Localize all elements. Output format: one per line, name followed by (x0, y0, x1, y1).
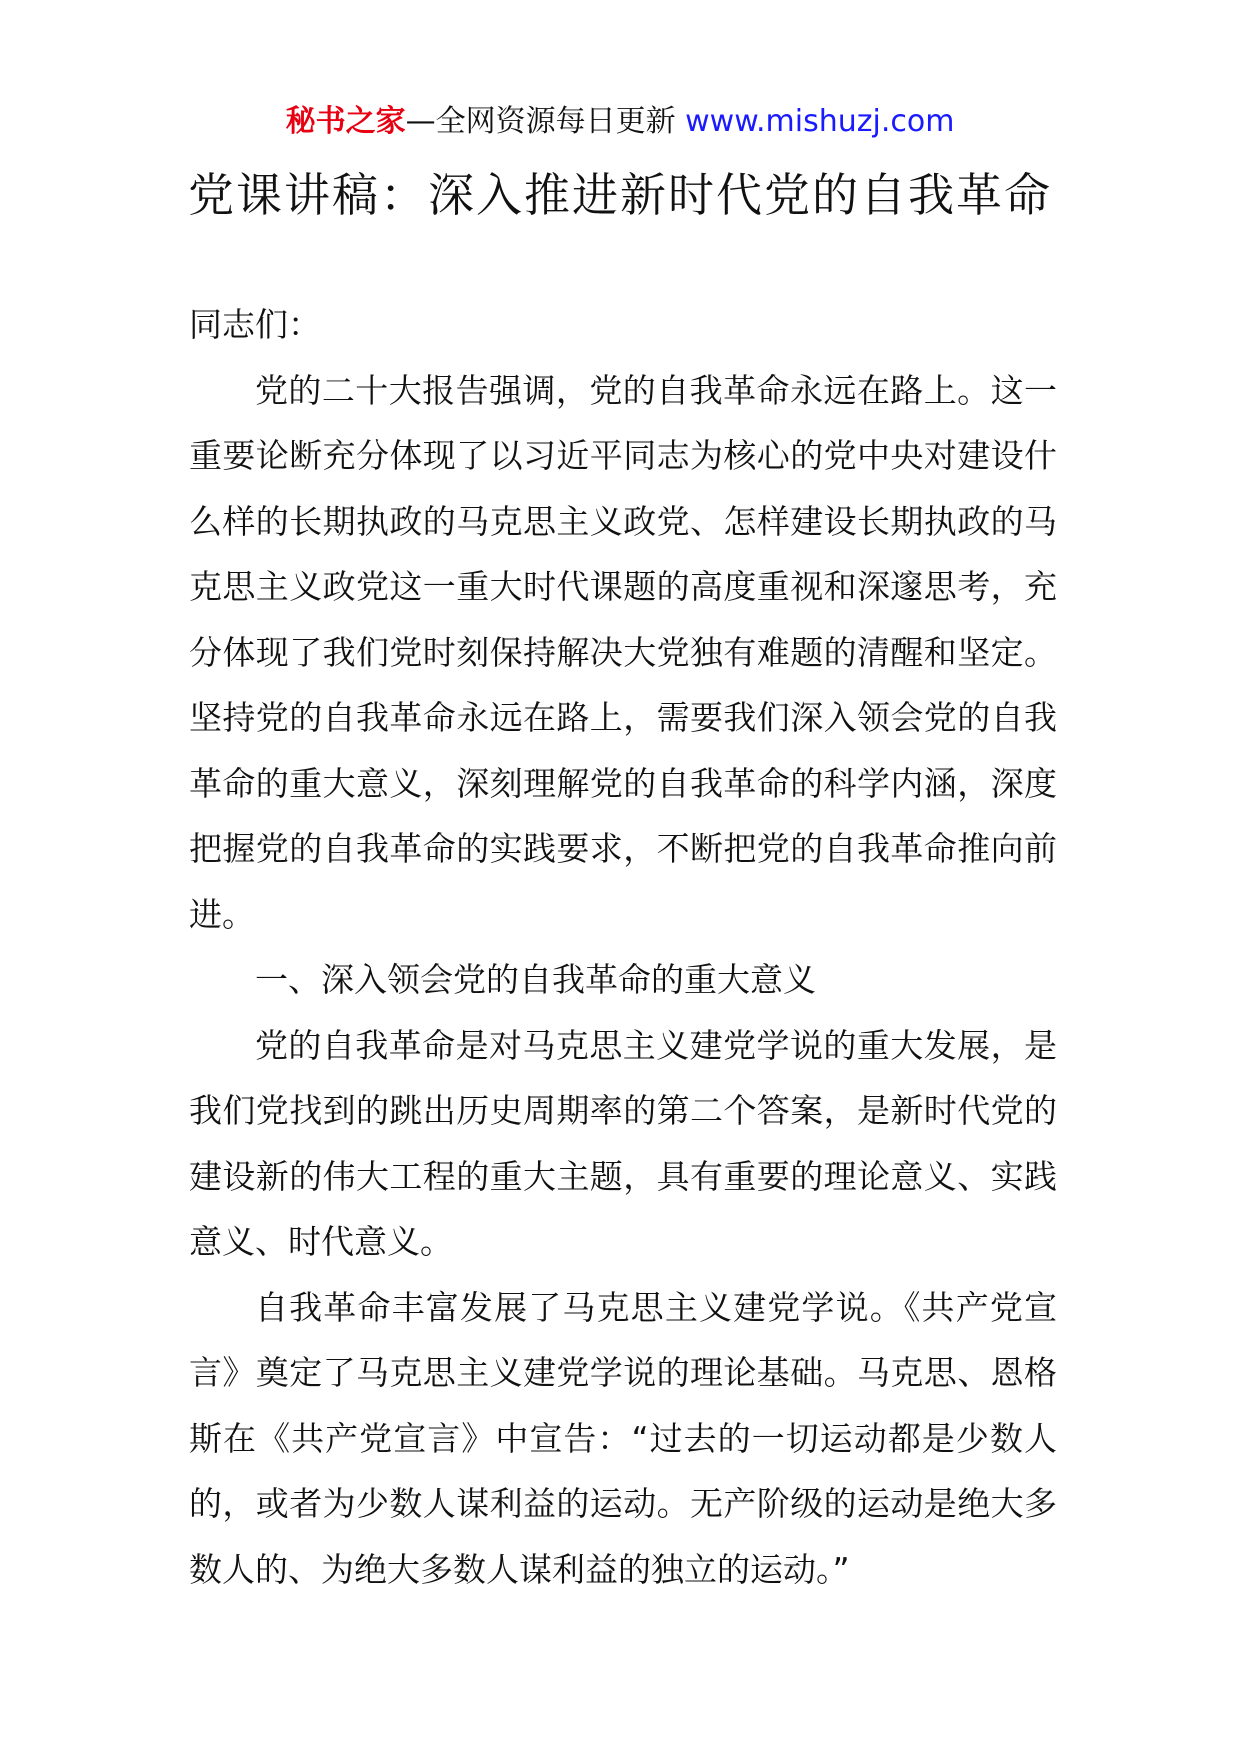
brand-name: 秘书之家 (285, 104, 406, 139)
document-body (189, 292, 1057, 1602)
paragraph: 党的自我革命是对马克思主义建党学说的重大发展，是我们党找到的跳出历史周期率的第二个答案，是新时代党的建设新的伟大工程的重大主题，具有重要的理论意义、实践意义、时代意义。 (189, 1025, 1057, 1261)
paragraph: 自我革命丰富发展了马克思主义建党学说。《共产党宣言》奠定了马克思主义建党学说的理论基础。马克思、恩格斯在《共产党宣言》中宣告：“过去的一切运动都是少数人的，或者为少数人谋利益的运动。无产阶级的运动是绝大多数人的、为绝大多数人谋利益的独立的运动。” (189, 1287, 1057, 1589)
site-url-link[interactable]: www.mishuzj.com (685, 104, 955, 139)
paragraph: 党的二十大报告强调，党的自我革命永远在路上。这一重要论断充分体现了以习近平同志为核心的党中央对建设什么样的长期执政的马克思主义政党、怎样建设长期执政的马克思主义政党这一重大时代课题的高度重视和深邃思考，充分体现了我们党时刻保持解决大党独有难题的清醒和坚定。坚持党的自我革命永远在路上，需要我们深入领会党的自我革命的重大意义，深刻理解党的自我革命的科学内涵，深度把握党的自我革命的实践要求，不断把党的自我革命推向前进。 (189, 370, 1057, 934)
document-title: 党课讲稿：深入推进新时代党的自我革命 (188, 168, 1052, 222)
banner-tagline: —全网资源每日更新 (405, 104, 686, 139)
site-banner (0, 100, 1240, 144)
section-heading: 一、深入领会党的自我革命的重大意义 (255, 960, 816, 999)
salutation: 同志们： (189, 305, 321, 344)
